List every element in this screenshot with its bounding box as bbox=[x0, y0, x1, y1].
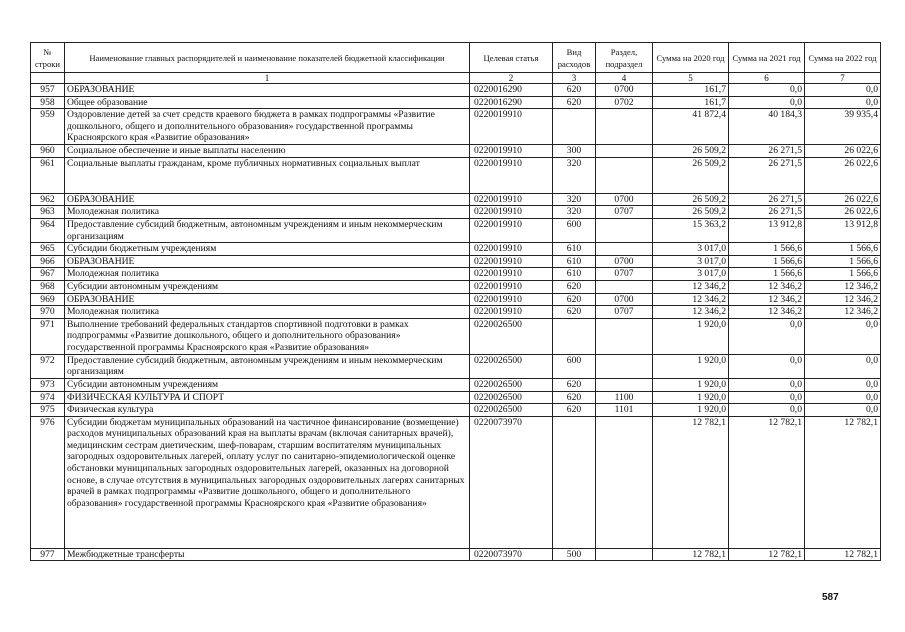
sum-2020-cell: 12 782,1 bbox=[653, 548, 729, 561]
section-cell: 0700 bbox=[596, 293, 653, 306]
expense-kind-cell: 320 bbox=[553, 193, 596, 206]
sum-2020-cell: 1 920,0 bbox=[653, 354, 729, 378]
row-number-cell: 972 bbox=[31, 354, 65, 378]
target-article-cell: 0220073970 bbox=[470, 548, 553, 561]
sum-2021-cell: 12 346,2 bbox=[729, 293, 805, 306]
sum-2022-cell: 0,0 bbox=[805, 96, 881, 109]
target-article-cell: 0220026500 bbox=[470, 318, 553, 354]
row-name-cell: Молодежная политика bbox=[65, 268, 470, 281]
column-index-cell: 7 bbox=[805, 73, 881, 84]
table-row bbox=[31, 293, 881, 306]
table-row bbox=[31, 157, 881, 193]
sum-2020-cell: 15 363,2 bbox=[653, 218, 729, 242]
expense-kind-cell: 600 bbox=[553, 354, 596, 378]
sum-2021-cell: 0,0 bbox=[729, 354, 805, 378]
row-number-cell: 971 bbox=[31, 318, 65, 354]
target-article-cell: 0220019910 bbox=[470, 280, 553, 293]
sum-2020-cell: 12 782,1 bbox=[653, 416, 729, 548]
expense-kind-cell: 500 bbox=[553, 548, 596, 561]
sum-2022-cell: 12 346,2 bbox=[805, 293, 881, 306]
sum-2020-cell: 161,7 bbox=[653, 96, 729, 109]
table-row bbox=[31, 280, 881, 293]
sum-2020-cell: 26 509,2 bbox=[653, 193, 729, 206]
expense-kind-cell bbox=[553, 416, 596, 548]
sum-2020-cell: 3 017,0 bbox=[653, 243, 729, 256]
sum-2021-cell: 13 912,8 bbox=[729, 218, 805, 242]
row-name-cell: Социальное обеспечение и иные выплаты населению bbox=[65, 145, 470, 158]
sum-2022-cell: 26 022,6 bbox=[805, 206, 881, 219]
sum-2022-cell: 0,0 bbox=[805, 354, 881, 378]
row-number-cell: 963 bbox=[31, 206, 65, 219]
sum-2020-cell: 1 920,0 bbox=[653, 404, 729, 417]
sum-2022-cell: 12 782,1 bbox=[805, 416, 881, 548]
section-cell bbox=[596, 145, 653, 158]
row-number-cell: 974 bbox=[31, 391, 65, 404]
section-cell: 0702 bbox=[596, 96, 653, 109]
column-index-cell: 6 bbox=[729, 73, 805, 84]
row-number-cell: 964 bbox=[31, 218, 65, 242]
column-index-cell: 5 bbox=[653, 73, 729, 84]
sum-2022-cell: 13 912,8 bbox=[805, 218, 881, 242]
header-sum-2020: Сумма на 2020 год bbox=[653, 43, 729, 73]
sum-2020-cell: 3 017,0 bbox=[653, 268, 729, 281]
expense-kind-cell: 620 bbox=[553, 391, 596, 404]
row-number-cell: 968 bbox=[31, 280, 65, 293]
sum-2020-cell: 1 920,0 bbox=[653, 378, 729, 391]
header-sum-2021: Сумма на 2021 год bbox=[729, 43, 805, 73]
sum-2022-cell: 26 022,6 bbox=[805, 157, 881, 193]
row-name-cell: ОБРАЗОВАНИЕ bbox=[65, 193, 470, 206]
sum-2021-cell: 12 782,1 bbox=[729, 416, 805, 548]
section-cell bbox=[596, 416, 653, 548]
expense-kind-cell: 620 bbox=[553, 96, 596, 109]
row-number-cell: 958 bbox=[31, 96, 65, 109]
sum-2022-cell: 1 566,6 bbox=[805, 268, 881, 281]
row-name-cell: Выполнение требований федеральных стандартов спортивной подготовки в рамках подпрограммы «Развитие дошкольного, общего и дополнительного образования» государственной программы Красноярского края «Развитие образования» bbox=[65, 318, 470, 354]
row-name-cell: Предоставление субсидий бюджетным, автономным учреждениям и иным некоммерческим организациям bbox=[65, 218, 470, 242]
section-cell: 0700 bbox=[596, 84, 653, 97]
row-name-cell: Субсидии бюджетам муниципальных образований на частичное финансирование (возмещение) расходов муниципальных образований края на выплаты врачам (включая санитарных врачей), медицинским сестрам диетическим, шеф-поварам, старшим воспитателям муниципальных загородных оздоровительных лагерей, оплату услуг по санитарно-эпидемиологической оценке обстановки муниципальных загородных оздоровительных лагерей, оказанных на договорной основе, в случае отсутствия в муниципальных загородных оздоровительных лагерях санитарных врачей в рамках подпрограммы «Развитие дошкольного, общего и дополнительного образования» государственной программы Красноярского края «Развитие образования» bbox=[65, 416, 470, 548]
table-row bbox=[31, 84, 881, 97]
expense-kind-cell: 620 bbox=[553, 84, 596, 97]
sum-2020-cell: 1 920,0 bbox=[653, 391, 729, 404]
row-number-cell: 973 bbox=[31, 378, 65, 391]
row-number-cell: 976 bbox=[31, 416, 65, 548]
sum-2022-cell: 0,0 bbox=[805, 404, 881, 417]
table-row bbox=[31, 378, 881, 391]
sum-2022-cell: 0,0 bbox=[805, 378, 881, 391]
table-row bbox=[31, 243, 881, 256]
column-index-cell: 4 bbox=[596, 73, 653, 84]
column-index-cell: 2 bbox=[470, 73, 553, 84]
sum-2022-cell: 1 566,6 bbox=[805, 255, 881, 268]
sum-2021-cell: 40 184,3 bbox=[729, 109, 805, 145]
header-name: Наименование главных распорядителей и наименование показателей бюджетной классификации bbox=[65, 43, 470, 73]
section-cell: 0700 bbox=[596, 255, 653, 268]
row-name-cell: ОБРАЗОВАНИЕ bbox=[65, 84, 470, 97]
row-name-cell: Предоставление субсидий бюджетным, автономным учреждениям и иным некоммерческим организациям bbox=[65, 354, 470, 378]
expense-kind-cell: 320 bbox=[553, 157, 596, 193]
section-cell bbox=[596, 157, 653, 193]
target-article-cell: 0220019910 bbox=[470, 306, 553, 319]
section-cell bbox=[596, 548, 653, 561]
row-name-cell: Физическая культура bbox=[65, 404, 470, 417]
table-row bbox=[31, 404, 881, 417]
expense-kind-cell: 620 bbox=[553, 280, 596, 293]
table-row bbox=[31, 206, 881, 219]
row-number-cell: 961 bbox=[31, 157, 65, 193]
row-number-cell: 969 bbox=[31, 293, 65, 306]
row-name-cell: ФИЗИЧЕСКАЯ КУЛЬТУРА И СПОРТ bbox=[65, 391, 470, 404]
row-name-cell: Молодежная политика bbox=[65, 306, 470, 319]
row-name-cell: Субсидии бюджетным учреждениям bbox=[65, 243, 470, 256]
table-row bbox=[31, 306, 881, 319]
section-cell: 0707 bbox=[596, 206, 653, 219]
budget-table-page bbox=[30, 42, 880, 561]
sum-2021-cell: 26 271,5 bbox=[729, 193, 805, 206]
section-cell: 0700 bbox=[596, 193, 653, 206]
row-name-cell: Субсидии автономным учреждениям bbox=[65, 280, 470, 293]
sum-2021-cell: 26 271,5 bbox=[729, 157, 805, 193]
section-cell bbox=[596, 354, 653, 378]
table-row bbox=[31, 218, 881, 242]
sum-2021-cell: 1 566,6 bbox=[729, 255, 805, 268]
sum-2021-cell: 1 566,6 bbox=[729, 268, 805, 281]
target-article-cell: 0220019910 bbox=[470, 218, 553, 242]
table-row bbox=[31, 416, 881, 548]
expense-kind-cell: 620 bbox=[553, 306, 596, 319]
table-row bbox=[31, 109, 881, 145]
expense-kind-cell bbox=[553, 109, 596, 145]
column-index-cell: 3 bbox=[553, 73, 596, 84]
sum-2022-cell: 12 346,2 bbox=[805, 306, 881, 319]
table-body bbox=[31, 84, 881, 561]
expense-kind-cell: 620 bbox=[553, 404, 596, 417]
target-article-cell: 0220026500 bbox=[470, 354, 553, 378]
target-article-cell: 0220026500 bbox=[470, 378, 553, 391]
sum-2022-cell: 12 346,2 bbox=[805, 280, 881, 293]
table-row bbox=[31, 193, 881, 206]
expense-kind-cell bbox=[553, 318, 596, 354]
sum-2020-cell: 12 346,2 bbox=[653, 306, 729, 319]
sum-2021-cell: 0,0 bbox=[729, 404, 805, 417]
table-row bbox=[31, 268, 881, 281]
row-name-cell: Межбюджетные трансферты bbox=[65, 548, 470, 561]
row-number-cell: 959 bbox=[31, 109, 65, 145]
expense-kind-cell: 300 bbox=[553, 145, 596, 158]
target-article-cell: 0220016290 bbox=[470, 96, 553, 109]
target-article-cell: 0220019910 bbox=[470, 268, 553, 281]
sum-2020-cell: 41 872,4 bbox=[653, 109, 729, 145]
section-cell bbox=[596, 280, 653, 293]
sum-2020-cell: 26 509,2 bbox=[653, 206, 729, 219]
target-article-cell: 0220019910 bbox=[470, 157, 553, 193]
table-row bbox=[31, 255, 881, 268]
target-article-cell: 0220026500 bbox=[470, 391, 553, 404]
expense-kind-cell: 610 bbox=[553, 255, 596, 268]
sum-2020-cell: 1 920,0 bbox=[653, 318, 729, 354]
header-target-article: Целевая статья bbox=[470, 43, 553, 73]
table-row bbox=[31, 354, 881, 378]
sum-2021-cell: 26 271,5 bbox=[729, 145, 805, 158]
sum-2022-cell: 12 782,1 bbox=[805, 548, 881, 561]
sum-2021-cell: 0,0 bbox=[729, 96, 805, 109]
sum-2021-cell: 12 346,2 bbox=[729, 280, 805, 293]
sum-2020-cell: 26 509,2 bbox=[653, 157, 729, 193]
header-expense-kind: Вид расходов bbox=[553, 43, 596, 73]
section-cell bbox=[596, 109, 653, 145]
expense-kind-cell: 610 bbox=[553, 268, 596, 281]
target-article-cell: 0220026500 bbox=[470, 404, 553, 417]
target-article-cell: 0220073970 bbox=[470, 416, 553, 548]
sum-2021-cell: 12 782,1 bbox=[729, 548, 805, 561]
target-article-cell: 0220016290 bbox=[470, 84, 553, 97]
row-number-cell: 975 bbox=[31, 404, 65, 417]
header-row-number: № строки bbox=[31, 43, 65, 73]
sum-2021-cell: 0,0 bbox=[729, 391, 805, 404]
row-number-cell: 977 bbox=[31, 548, 65, 561]
table-row bbox=[31, 318, 881, 354]
sum-2021-cell: 12 346,2 bbox=[729, 306, 805, 319]
sum-2022-cell: 0,0 bbox=[805, 84, 881, 97]
sum-2022-cell: 0,0 bbox=[805, 391, 881, 404]
table-row bbox=[31, 96, 881, 109]
header-row bbox=[31, 43, 881, 73]
target-article-cell: 0220019910 bbox=[470, 206, 553, 219]
sum-2022-cell: 26 022,6 bbox=[805, 193, 881, 206]
target-article-cell: 0220019910 bbox=[470, 145, 553, 158]
table-row bbox=[31, 145, 881, 158]
section-cell: 0707 bbox=[596, 268, 653, 281]
section-cell bbox=[596, 318, 653, 354]
row-number-cell: 962 bbox=[31, 193, 65, 206]
sum-2022-cell: 26 022,6 bbox=[805, 145, 881, 158]
column-index-cell: 1 bbox=[65, 73, 470, 84]
row-number-cell: 965 bbox=[31, 243, 65, 256]
row-number-cell: 967 bbox=[31, 268, 65, 281]
row-name-cell: Оздоровление детей за счет средств краевого бюджета в рамках подпрограммы «Развитие дошкольного, общего и дополнительного образования» государственной программы Красноярского края «Развитие образования» bbox=[65, 109, 470, 145]
row-name-cell: ОБРАЗОВАНИЕ bbox=[65, 255, 470, 268]
target-article-cell: 0220019910 bbox=[470, 109, 553, 145]
sum-2021-cell: 26 271,5 bbox=[729, 206, 805, 219]
row-name-cell: Социальные выплаты гражданам, кроме публичных нормативных социальных выплат bbox=[65, 157, 470, 193]
section-cell bbox=[596, 243, 653, 256]
sum-2021-cell: 0,0 bbox=[729, 318, 805, 354]
sum-2020-cell: 26 509,2 bbox=[653, 145, 729, 158]
budget-table bbox=[30, 42, 881, 561]
row-number-cell: 966 bbox=[31, 255, 65, 268]
row-number-cell: 970 bbox=[31, 306, 65, 319]
row-name-cell: Молодежная политика bbox=[65, 206, 470, 219]
section-cell: 0707 bbox=[596, 306, 653, 319]
column-index-row bbox=[31, 73, 881, 84]
target-article-cell: 0220019910 bbox=[470, 293, 553, 306]
column-index-cell bbox=[31, 73, 65, 84]
target-article-cell: 0220019910 bbox=[470, 193, 553, 206]
target-article-cell: 0220019910 bbox=[470, 255, 553, 268]
section-cell: 1100 bbox=[596, 391, 653, 404]
page-number: 587 bbox=[822, 592, 839, 603]
sum-2020-cell: 3 017,0 bbox=[653, 255, 729, 268]
expense-kind-cell: 600 bbox=[553, 218, 596, 242]
row-name-cell: ОБРАЗОВАНИЕ bbox=[65, 293, 470, 306]
section-cell bbox=[596, 218, 653, 242]
sum-2022-cell: 1 566,6 bbox=[805, 243, 881, 256]
table-row bbox=[31, 391, 881, 404]
expense-kind-cell: 320 bbox=[553, 206, 596, 219]
row-name-cell: Общее образование bbox=[65, 96, 470, 109]
header-sum-2022: Сумма на 2022 год bbox=[805, 43, 881, 73]
sum-2020-cell: 161,7 bbox=[653, 84, 729, 97]
sum-2020-cell: 12 346,2 bbox=[653, 293, 729, 306]
header-section: Раздел, подраздел bbox=[596, 43, 653, 73]
section-cell: 1101 bbox=[596, 404, 653, 417]
sum-2021-cell: 1 566,6 bbox=[729, 243, 805, 256]
table-row bbox=[31, 548, 881, 561]
sum-2022-cell: 39 935,4 bbox=[805, 109, 881, 145]
expense-kind-cell: 610 bbox=[553, 243, 596, 256]
row-number-cell: 960 bbox=[31, 145, 65, 158]
row-number-cell: 957 bbox=[31, 84, 65, 97]
sum-2021-cell: 0,0 bbox=[729, 84, 805, 97]
target-article-cell: 0220019910 bbox=[470, 243, 553, 256]
expense-kind-cell: 620 bbox=[553, 293, 596, 306]
sum-2022-cell: 0,0 bbox=[805, 318, 881, 354]
sum-2021-cell: 0,0 bbox=[729, 378, 805, 391]
expense-kind-cell: 620 bbox=[553, 378, 596, 391]
row-name-cell: Субсидии автономным учреждениям bbox=[65, 378, 470, 391]
sum-2020-cell: 12 346,2 bbox=[653, 280, 729, 293]
section-cell bbox=[596, 378, 653, 391]
